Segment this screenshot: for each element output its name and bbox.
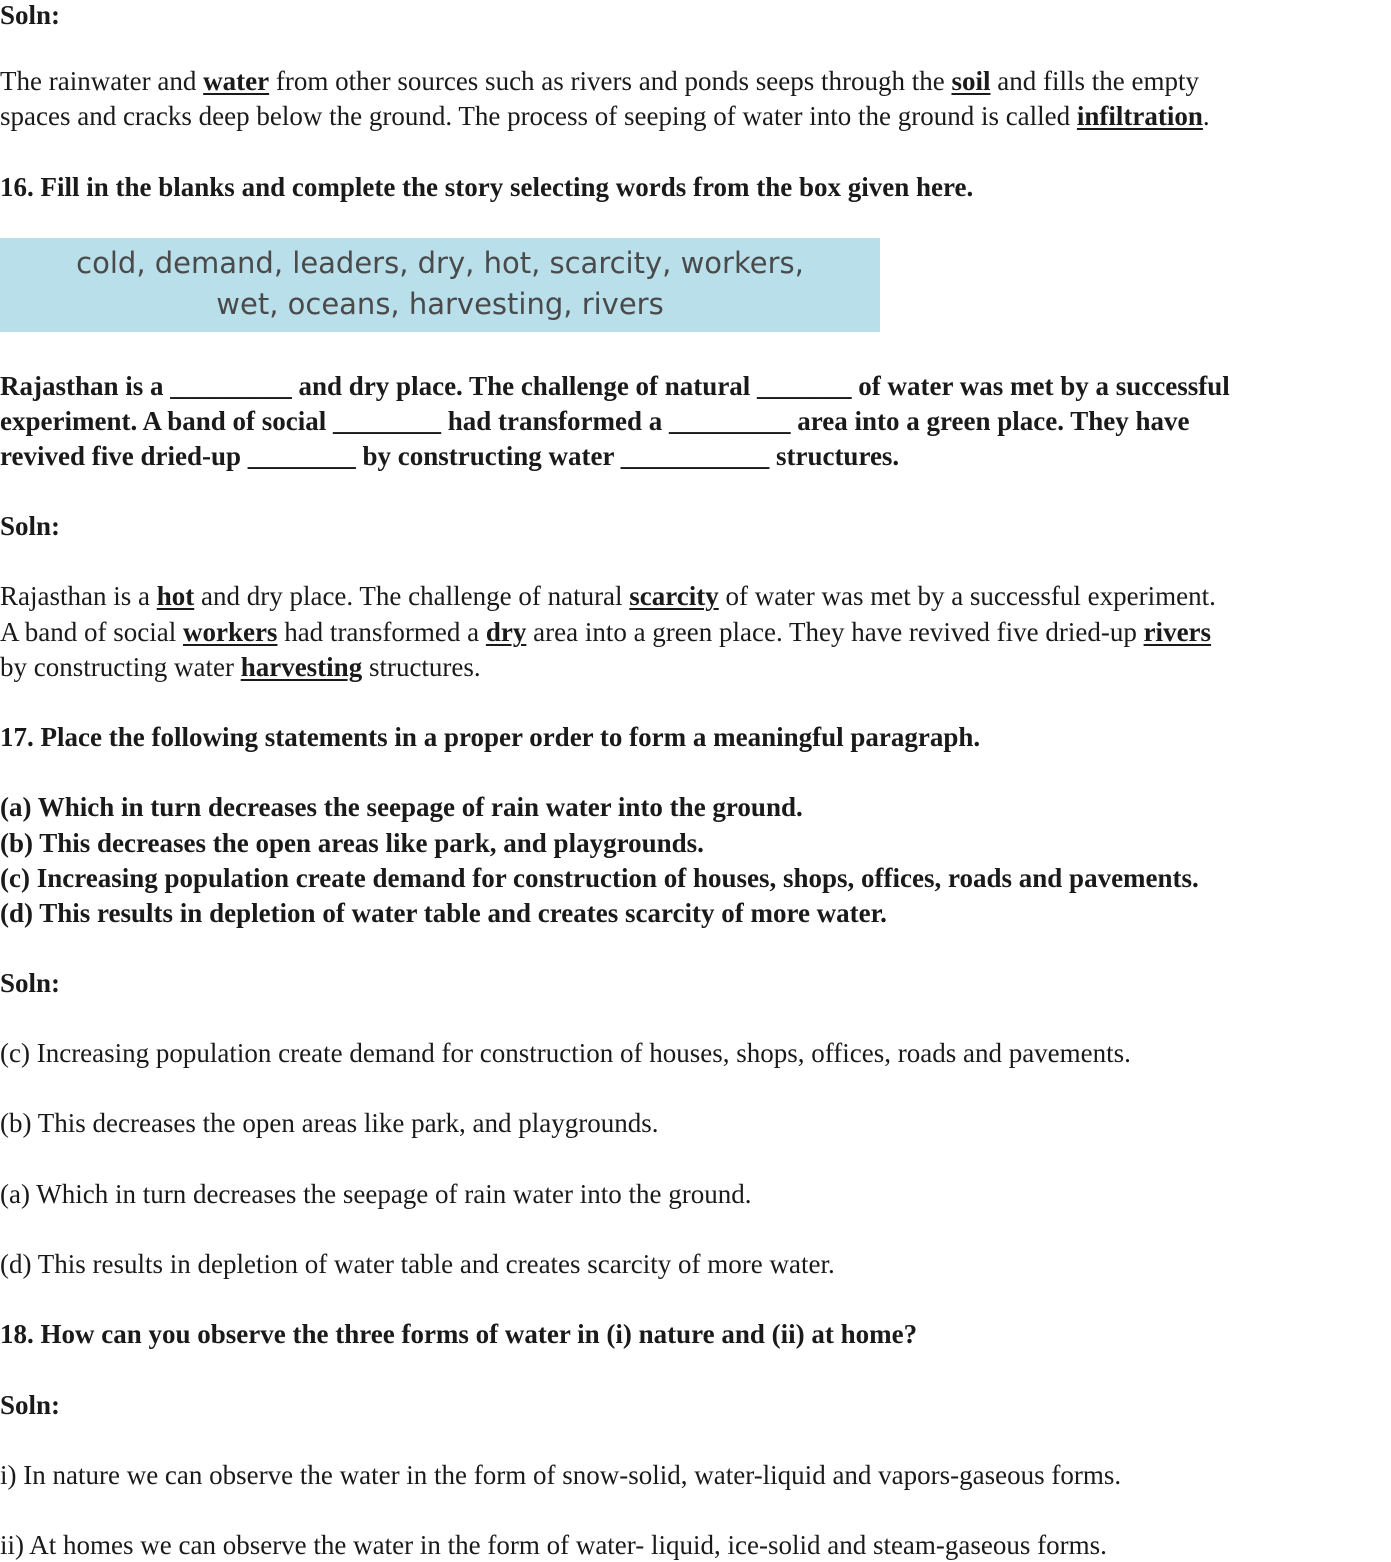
soln-label: Soln: [0, 511, 61, 541]
answer-word: water [203, 66, 270, 96]
soln-label: Soln: [0, 968, 61, 998]
q17-statement: (a) Which in turn decreases the seepage of rain water into the ground. [0, 792, 803, 822]
word-box-line-2: wet, oceans, harvesting, rivers [216, 287, 664, 321]
q18-question: 18. How can you observe the three forms of water in (i) nature and (ii) at home? [0, 1319, 918, 1349]
q15-answer-line-1 [0, 64, 1199, 98]
q17-answer: (a) Which in turn decreases the seepage of rain water into the ground. [0, 1179, 752, 1209]
answer-word: workers [182, 617, 278, 647]
soln-label: Soln: [0, 1390, 61, 1420]
q16-question: 16. Fill in the blanks and complete the story selecting words from the box given here. [0, 172, 974, 202]
text-segment: from other sources such as rivers and ponds seeps through the [269, 66, 952, 96]
answer-word: dry [485, 617, 527, 647]
q16-answer-line-1 [0, 579, 1216, 613]
text-segment: structures. [362, 652, 481, 682]
q15-answer-line-2 [0, 99, 1210, 133]
q17-question: 17. Place the following statements in a proper order to form a meaningful paragraph. [0, 722, 981, 752]
q17-statement: (c) Increasing population create demand for construction of houses, shops, offices, roads and pavements. [0, 863, 1199, 893]
text-segment: spaces and cracks deep below the ground. The process of seeping of water into the ground is called [0, 101, 1077, 131]
answer-word: infiltration [1076, 101, 1203, 131]
q17-statement: (b) This decreases the open areas like park, and playgrounds. [0, 828, 704, 858]
q16-story-line-2: experiment. A band of social ________ had transformed a _________ area into a green place. They have [0, 406, 1190, 436]
q16-story-line-1: Rajasthan is a _________ and dry place. The challenge of natural _______ of water was met by a successful [0, 371, 1230, 401]
text-segment: area into a green place. They have revived five dried-up [526, 617, 1144, 647]
text-segment: The rainwater and [0, 66, 204, 96]
q16-answer-line-2 [0, 615, 1211, 649]
word-box [0, 238, 880, 332]
text-segment: by constructing water [0, 652, 241, 682]
text-segment: . [1202, 101, 1210, 131]
answer-word: hot [156, 581, 195, 611]
q17-answer: (d) This results in depletion of water table and creates scarcity of more water. [0, 1249, 835, 1279]
answer-word: scarcity [629, 581, 719, 611]
word-box-line-1: cold, demand, leaders, dry, hot, scarcity, workers, [76, 246, 804, 280]
q17-answer: (c) Increasing population create demand for construction of houses, shops, offices, roads and pavements. [0, 1038, 1131, 1068]
q17-statement: (d) This results in depletion of water table and creates scarcity of more water. [0, 898, 887, 928]
text-segment: and fills the empty [990, 66, 1199, 96]
q16-answer-line-3 [0, 650, 481, 684]
q18-answer: ii) At homes we can observe the water in the form of water- liquid, ice-solid and steam-gaseous forms. [0, 1530, 1107, 1560]
text-segment: and dry place. The challenge of natural [194, 581, 630, 611]
answer-word: soil [951, 66, 991, 96]
answer-word: rivers [1143, 617, 1212, 647]
text-segment: A band of social [0, 617, 183, 647]
q17-answer: (b) This decreases the open areas like park, and playgrounds. [0, 1108, 659, 1138]
q18-answer: i) In nature we can observe the water in the form of snow-solid, water-liquid and vapors-gaseous forms. [0, 1460, 1122, 1490]
text-segment: of water was met by a successful experiment. [718, 581, 1216, 611]
text-segment: had transformed a [277, 617, 486, 647]
soln-label: Soln: [0, 0, 61, 30]
text-segment: Rajasthan is a [0, 581, 157, 611]
answer-word: harvesting [240, 652, 363, 682]
q16-story-line-3: revived five dried-up ________ by constructing water ___________ structures. [0, 441, 900, 471]
